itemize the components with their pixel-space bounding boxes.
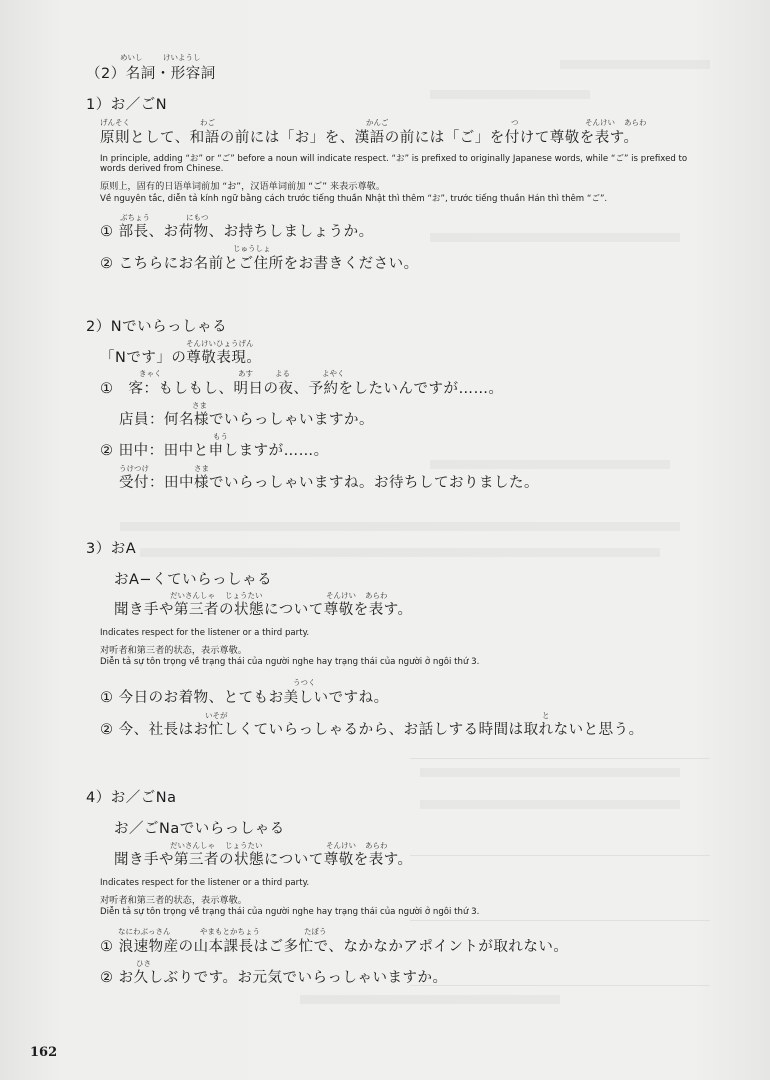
heading-ruby: めいし — [120, 53, 143, 62]
rule-ruby: そんけい — [326, 591, 356, 600]
rule-text-en: In principle, adding “お” or “ご” before a noun will indicate respect. “お” is prefixed to originally Japanese words, while “ご” is prefixed to — [100, 154, 688, 164]
example-ruby: いそが — [205, 711, 228, 720]
rule-text-cn: 对听者和第三者的状态，表示尊敬。 — [100, 895, 247, 906]
example-dialogue: 受付：田中様でいらっしゃいますね。お待ちしておりました。 — [119, 475, 539, 491]
rule-text-cn: 对听者和第三者的状态，表示尊敬。 — [100, 645, 247, 656]
bleed-through-mark — [120, 522, 680, 531]
bleed-through-line — [410, 855, 710, 856]
example-ruby: さま — [192, 401, 207, 410]
rule-ruby: かんご — [366, 118, 389, 127]
rule-text-vi: Diễn tả sự tôn trọng về trạng thái của người nghe hay trạng thái của người ở ngôi thứ 3. — [100, 657, 480, 667]
example-ruby: きゃく — [139, 369, 162, 378]
example-ruby: たぼう — [304, 927, 327, 936]
rule-text-en: Indicates respect for the listener or a third party. — [100, 878, 310, 888]
bleed-through-mark — [430, 90, 590, 99]
rule-ruby: つ — [511, 118, 519, 127]
bleed-through-mark — [420, 800, 680, 809]
example-ruby: ひさ — [136, 959, 151, 968]
rule-ruby: じょうたい — [225, 591, 263, 600]
subsection-title-4: 4）お／ごNa — [86, 790, 177, 806]
example-sentence: ① 今日のお着物、とてもお美しいですね。 — [100, 690, 389, 706]
rule-ruby: だいさんしゃ — [170, 841, 215, 850]
example-ruby: と — [542, 711, 550, 720]
pattern-text: お／ごNaでいらっしゃる — [114, 821, 285, 837]
bleed-through-mark — [430, 460, 670, 469]
rule-ruby: あらわ — [624, 118, 647, 127]
bleed-through-mark — [560, 60, 710, 69]
example-ruby: じゅうしょ — [233, 244, 271, 253]
rule-ruby: あらわ — [365, 591, 388, 600]
subsection-title-2: 2）Nでいらっしゃる — [86, 319, 228, 335]
example-dialogue: ② 田中：田中と申しますが……。 — [100, 443, 329, 459]
example-ruby: うつく — [293, 678, 316, 687]
bleed-through-line — [410, 758, 710, 759]
subsection-title-3: 3）おA — [86, 541, 137, 557]
page-number: 162 — [30, 1045, 58, 1060]
rule-text-cn: 原则上，固有的日语单词前加 “お”，汉语单词前加 “ご” 来表示尊敬。 — [100, 181, 386, 192]
example-ruby: なにわぶっさん — [118, 927, 171, 936]
bleed-through-mark — [420, 768, 680, 777]
rule-text-vi: Về nguyên tắc, diễn tả kính ngữ bằng cách trước tiếng thuần Nhật thì thêm “お”, trước tiếng thuần Hán thì thêm “ご”. — [100, 194, 608, 204]
bleed-through-mark — [140, 548, 660, 557]
rule-ruby: そんけいひょうげん — [186, 339, 254, 348]
example-ruby: にもつ — [186, 213, 209, 222]
example-ruby: うけつけ — [119, 464, 149, 473]
example-ruby: よやく — [322, 369, 345, 378]
bleed-through-line — [410, 920, 710, 921]
rule-ruby: あらわ — [365, 841, 388, 850]
bleed-through-mark — [430, 233, 680, 242]
example-sentence: ② 今、社長はお忙しくていらっしゃるから、お話しする時間は取れないと思う。 — [100, 722, 644, 738]
bleed-through-mark — [300, 995, 560, 1004]
example-sentence: ① 部長、お荷物、お持ちしましょうか。 — [100, 224, 374, 240]
example-ruby: もう — [213, 432, 228, 441]
example-ruby: あす — [238, 369, 253, 378]
example-sentence: ② お久しぶりです。お元気でいらっしゃいますか。 — [100, 970, 448, 986]
rule-ruby: そんけい — [326, 841, 356, 850]
pattern-text: おA−くていらっしゃる — [114, 572, 273, 588]
rule-text-en-cont: words derived from Chinese. — [100, 164, 224, 174]
rule-text-en: Indicates respect for the listener or a third party. — [100, 628, 310, 638]
rule-text-jp: 「Nです」の尊敬表現。 — [100, 350, 262, 366]
rule-ruby: げんそく — [100, 118, 130, 127]
example-sentence: ② こちらにお名前とご住所をお書きください。 — [100, 256, 419, 272]
rule-ruby: そんけい — [585, 118, 615, 127]
rule-ruby: わご — [200, 118, 215, 127]
rule-text-jp: 聞き手や第三者の状態について尊敬を表す。 — [114, 602, 413, 618]
rule-text-vi: Diễn tả sự tôn trọng về trạng thái của người nghe hay trạng thái của người ở ngôi thứ 3. — [100, 907, 480, 917]
example-dialogue: ① 客：もしもし、明日の夜、予約をしたいんですが……。 — [100, 381, 504, 397]
rule-text-jp: 聞き手や第三者の状態について尊敬を表す。 — [114, 852, 413, 868]
rule-ruby: だいさんしゃ — [170, 591, 215, 600]
example-dialogue: 店員：何名様でいらっしゃいますか。 — [119, 412, 374, 428]
bleed-through-line — [410, 985, 710, 986]
example-ruby: よる — [275, 369, 290, 378]
heading-ruby: けいようし — [163, 53, 201, 62]
example-ruby: さま — [194, 464, 209, 473]
rule-ruby: じょうたい — [225, 841, 263, 850]
subsection-title-1: 1）お／ごN — [86, 97, 168, 113]
example-ruby: やまもとかちょう — [200, 927, 260, 936]
section-heading: （2）名詞・形容詞 — [86, 66, 216, 82]
rule-text-jp: 原則として、和語の前には「お」を、漢語の前には「ご」を付けて尊敬を表す。 — [100, 130, 639, 146]
example-ruby: ぶちょう — [120, 213, 150, 222]
example-sentence: ① 浪速物産の山本課長はご多忙で、なかなかアポイントが取れない。 — [100, 939, 569, 955]
